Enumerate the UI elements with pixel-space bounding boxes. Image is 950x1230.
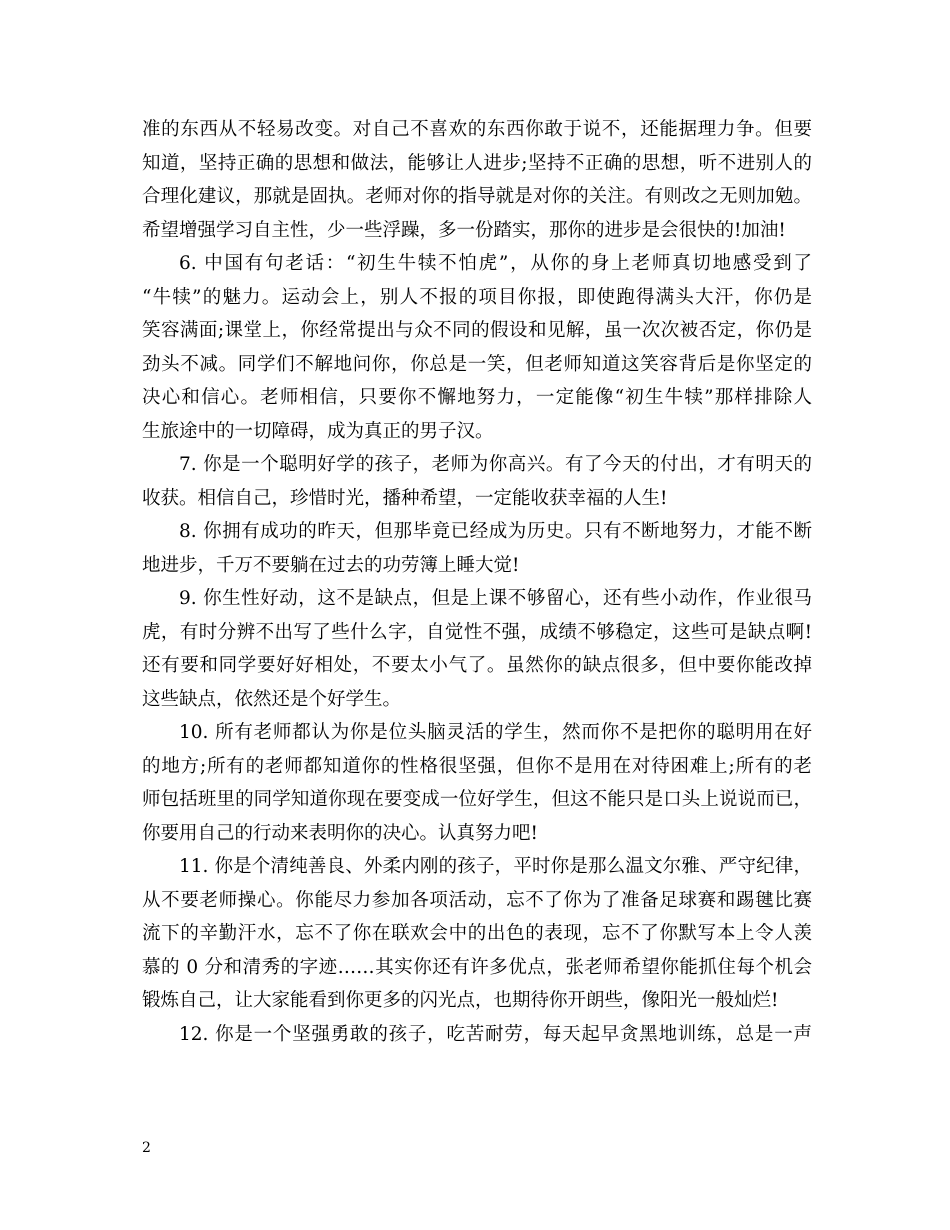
text-line: 从不要老师操心。你能尽力参加各项活动，忘不了你为了准备足球赛和踢毽比赛 xyxy=(142,889,812,911)
text-line: 锻炼自己，让大家能看到你更多的闪光点，也期待你开朗些，像阳光一般灿烂! xyxy=(142,990,779,1011)
page-number: 2 xyxy=(142,1140,151,1156)
text-line: 知道，坚持正确的思想和做法，能够让人进步;坚持不正确的思想，听不进别人的 xyxy=(142,152,812,174)
text-line: 合理化建议，那就是固执。老师对你的指导就是对你的关注。有则改之无则加勉。 xyxy=(142,186,812,207)
text-line: 笑容满面;课堂上，你经常提出与众不同的假设和见解，虽一次次被否定，你仍是 xyxy=(142,320,812,341)
text-line: 生旅途中的一切障碍，成为真正的男子汉。 xyxy=(142,420,494,442)
text-line: 9. 你生性好动，这不是缺点，但是上课不够留心，还有些小动作，作业很马 xyxy=(179,588,812,609)
text-line: 11. 你是个清纯善良、外柔内刚的孩子，平时你是那么温文尔雅、严守纪律， xyxy=(179,856,812,877)
text-line: 虎，有时分辨不出写了些什么字，自觉性不强，成绩不够稳定，这些可是缺点啊! xyxy=(142,621,812,643)
text-line: 慕的 0 分和清秀的字迹……其实你还有许多优点，张老师希望你能抓住每个机会 xyxy=(142,956,812,978)
text-line: 希望增强学习自主性，少一些浮躁，多一份踏实，那你的进步是会很快的!加油! xyxy=(142,219,786,241)
text-line: “牛犊”的魅力。运动会上，别人不报的项目你报，即使跑得满头大汗，你仍是 xyxy=(142,286,812,308)
text-line: 7. 你是一个聪明好学的孩子，老师为你高兴。有了今天的付出，才有明天的 xyxy=(179,454,812,475)
text-line: 这些缺点，依然还是个好学生。 xyxy=(142,688,402,710)
text-line: 准的东西从不轻易改变。对自己不喜欢的东西你敢于说不，还能据理力争。但要 xyxy=(142,119,812,140)
text-line: 的地方;所有的老师都知道你的性格很坚强，但你不是用在对待困难上;所有的老 xyxy=(142,755,812,777)
text-line: 8. 你拥有成功的昨天，但那毕竟已经成为历史。只有不断地努力，才能不断 xyxy=(179,521,812,542)
document-body xyxy=(142,113,812,1051)
text-line: 10. 所有老师都认为你是位头脑灵活的学生，然而你不是把你的聪明用在好 xyxy=(179,722,812,743)
text-line: 收获。相信自己，珍惜时光，播种希望，一定能收获幸福的人生! xyxy=(142,487,668,509)
text-line: 师包括班里的同学知道你现在要变成一位好学生，但这不能只是口头上说说而已， xyxy=(142,789,812,810)
text-line: 你要用自己的行动来表明你的决心。认真努力吧! xyxy=(142,822,538,844)
text-line: 劲头不减。同学们不解地问你，你总是一笑，但老师知道这笑容背后是你坚定的 xyxy=(142,353,812,375)
text-line: 还有要和同学要好好相处，不要太小气了。虽然你的缺点很多，但中要你能改掉 xyxy=(142,655,812,676)
text-line: 12. 你是一个坚强勇敢的孩子，吃苦耐劳，每天起早贪黑地训练，总是一声 xyxy=(179,1023,812,1045)
text-line: 流下的辛勤汗水，忘不了你在联欢会中的出色的表现，忘不了你默写本上令人羡 xyxy=(142,923,812,944)
text-line: 地进步，千万不要躺在过去的功劳簿上睡大觉! xyxy=(142,554,520,576)
text-line: 决心和信心。老师相信，只要你不懈地努力，一定能像“初生牛犊”那样排除人 xyxy=(142,387,812,408)
text-line: 6. 中国有句老话：“初生牛犊不怕虎”，从你的身上老师真切地感受到了 xyxy=(179,253,812,274)
